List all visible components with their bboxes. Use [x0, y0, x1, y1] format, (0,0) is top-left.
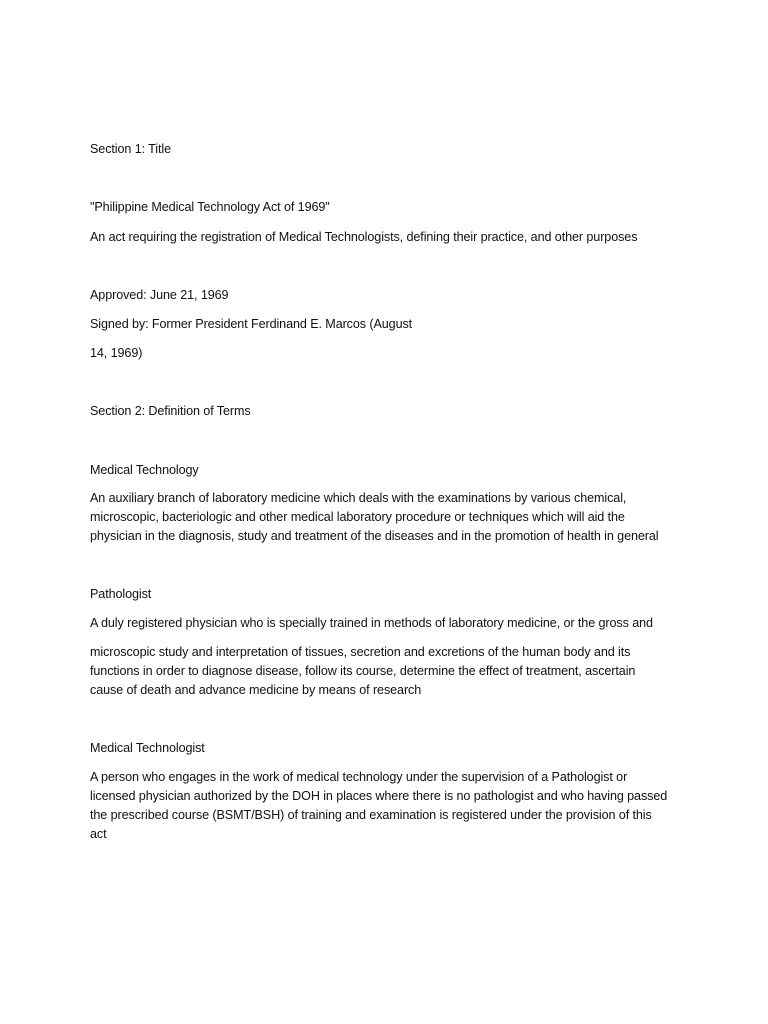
term-medical-technologist: Medical Technologist — [90, 741, 205, 755]
signed-by-line-1: Signed by: Former President Ferdinand E. Marcos (August — [90, 317, 413, 331]
signed-by-line-2: 14, 1969) — [90, 346, 143, 360]
definition-medical-technologist — [90, 768, 690, 844]
term-pathologist: Pathologist — [90, 587, 152, 601]
approved-date: Approved: June 21, 1969 — [90, 288, 229, 302]
section-2-heading: Section 2: Definition of Terms — [90, 404, 251, 418]
definition-line: An auxiliary branch of laboratory medicine which deals with the examinations by various chemical, — [90, 491, 627, 505]
act-description: An act requiring the registration of Medical Technologists, defining their practice, and other purposes — [90, 230, 638, 244]
definition-line: A person who engages in the work of medical technology under the supervision of a Pathologist or — [90, 770, 628, 784]
definition-line: microscopic study and interpretation of tissues, secretion and excretions of the human body and its — [90, 645, 631, 659]
definition-medical-technology — [90, 489, 690, 546]
definition-line: microscopic, bacteriologic and other medical laboratory procedure or techniques which will aid the — [90, 510, 625, 524]
definition-line: functions in order to diagnose disease, follow its course, determine the effect of treatment, ascertain — [90, 664, 636, 678]
definition-pathologist-first-line: A duly registered physician who is specially trained in methods of laboratory medicine, or the gross and — [90, 616, 653, 630]
definition-line: the prescribed course (BSMT/BSH) of training and examination is registered under the provision of this — [90, 808, 652, 822]
act-name: "Philippine Medical Technology Act of 1969" — [90, 200, 330, 214]
definition-line: cause of death and advance medicine by means of research — [90, 683, 422, 697]
term-medical-technology: Medical Technology — [90, 463, 199, 477]
definition-line: act — [90, 827, 107, 841]
definition-line: physician in the diagnosis, study and treatment of the diseases and in the promotion of health in general — [90, 529, 659, 543]
section-1-heading: Section 1: Title — [90, 142, 172, 156]
definition-line: licensed physician authorized by the DOH in places where there is no pathologist and who having passed — [90, 789, 668, 803]
definition-pathologist — [90, 643, 690, 700]
